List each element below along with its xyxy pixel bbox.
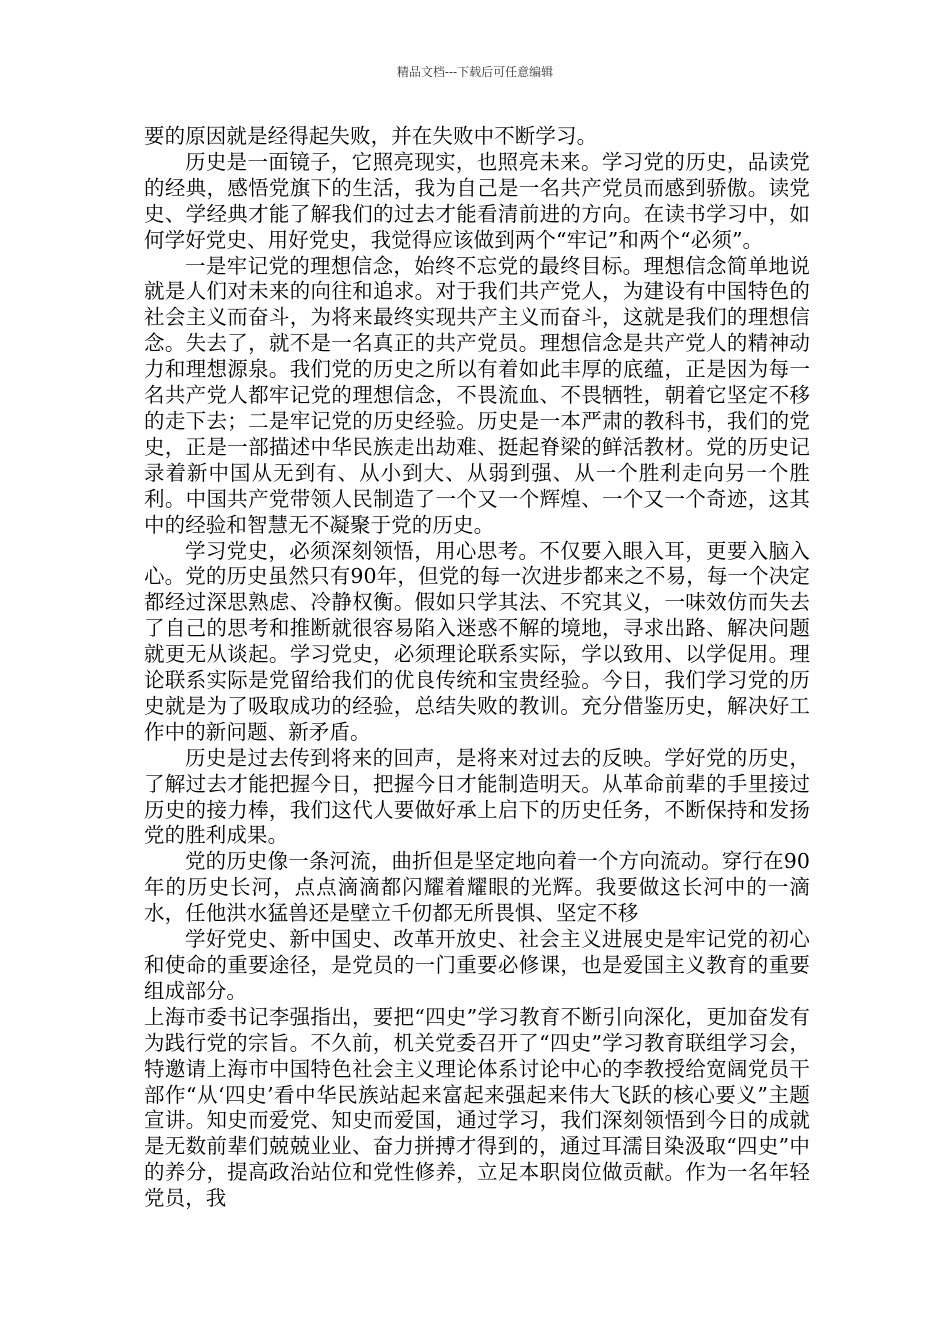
paragraph-2: 历史是一面镜子，它照亮现实，也照亮未来。学习党的历史，品读党的经典，感悟党旗下的生活，我为自己是一名共产党员而感到骄傲。读党史、学经典才能了解我们的过去才能看清前进的方向。在读书学习中，如何学好党史、用好党史，我觉得应该做到两个“牢记”和两个“必须”。 — [144, 149, 810, 252]
page-header: 精品文档---下载后可任意编辑 — [396, 65, 554, 79]
paragraph-1: 要的原因就是经得起失败，并在失败中不断学习。 — [144, 124, 598, 148]
paragraph-6: 党的历史像一条河流，曲折但是坚定地向着一个方向流动。穿行在90年的历史长河，点点滴滴都闪耀着耀眼的光辉。我要做这长河中的一滴水，任他洪水猛兽还是壁立千仞都无所畏惧、坚定不移 — [144, 849, 810, 926]
paragraph-3: 一是牢记党的理想信念，始终不忘党的最终目标。理想信念简单地说就是人们对未来的向往和追求。对于我们共产党人，为建设有中国特色的社会主义而奋斗，为将来最终实现共产主义而奋斗，这就是我们的理想信念。失去了，就不是一名真正的共产党员。理想信念是共产党人的精神动力和理想源泉。我们党的历史之所以有着如此丰厚的底蕴，正是因为每一名共产党人都牢记党的理想信念，不畏流血、不畏牺牲，朝着它坚定不移的走下去；二是牢记党的历史经验。历史是一本严肃的教科书，我们的党史，正是一部描述中华民族走出劫难、挺起脊梁的鲜活教材。党的历史记录着新中国从无到有、从小到大、从弱到强、从一个胜利走向另一个胜利。中国共产党带领人民制造了一个又一个辉煌、一个又一个奇迹，这其中的经验和智慧无不凝聚于党的历史。 — [144, 253, 810, 537]
paragraph-8: 上海市委书记李强指出，要把“四史”学习教育不断引向深化，更加奋发有为践行党的宗旨。不久前，机关党委召开了“四史”学习教育联组学习会，特邀请上海市中国特色社会主义理论体系讨论中心的李教授给宽阔党员干部作“从‘四史’看中华民族站起来富起来强起来伟大飞跃的核心要义”主题宣讲。知史而爱党、知史而爱国，通过学习，我们深刻领悟到今日的成就是无数前辈们兢兢业业、奋力拼搏才得到的，通过耳濡目染汲取“四史”中的养分，提高政治站位和党性修养，立足本职岗位做贡献。作为一名年轻党员，我 — [144, 1004, 810, 1211]
paragraph-7: 学好党史、新中国史、改革开放史、社会主义进展史是牢记党的初心和使命的重要途径，是党员的一门重要必修课，也是爱国主义教育的重要组成部分。 — [144, 927, 810, 1003]
paragraph-5: 历史是过去传到将来的回声，是将来对过去的反映。学好党的历史，了解过去才能把握今日，把握今日才能制造明天。从革命前辈的手里接过历史的接力棒，我们这代人要做好承上启下的历史任务，不断保持和发扬党的胜利成果。 — [144, 745, 810, 848]
paragraph-4: 学习党史，必须深刻领悟，用心思考。不仅要入眼入耳，更要入脑入心。党的历史虽然只有90年，但党的每一次进步都来之不易，每一个决定都经过深思熟虑、冷静权衡。假如只学其法、不究其义，一味效仿而失去了自己的思考和推断就很容易陷入迷惑不解的境地，寻求出路、解决问题就更无从谈起。学习党史，必须理论联系实际，学以致用、以学促用。理论联系实际是党留给我们的优良传统和宝贵经验。今日，我们学习党的历史就是为了吸取成功的经验，总结失败的教训。充分借鉴历史，解决好工作中的新问题、新矛盾。 — [144, 538, 810, 744]
document-body — [144, 124, 810, 1212]
